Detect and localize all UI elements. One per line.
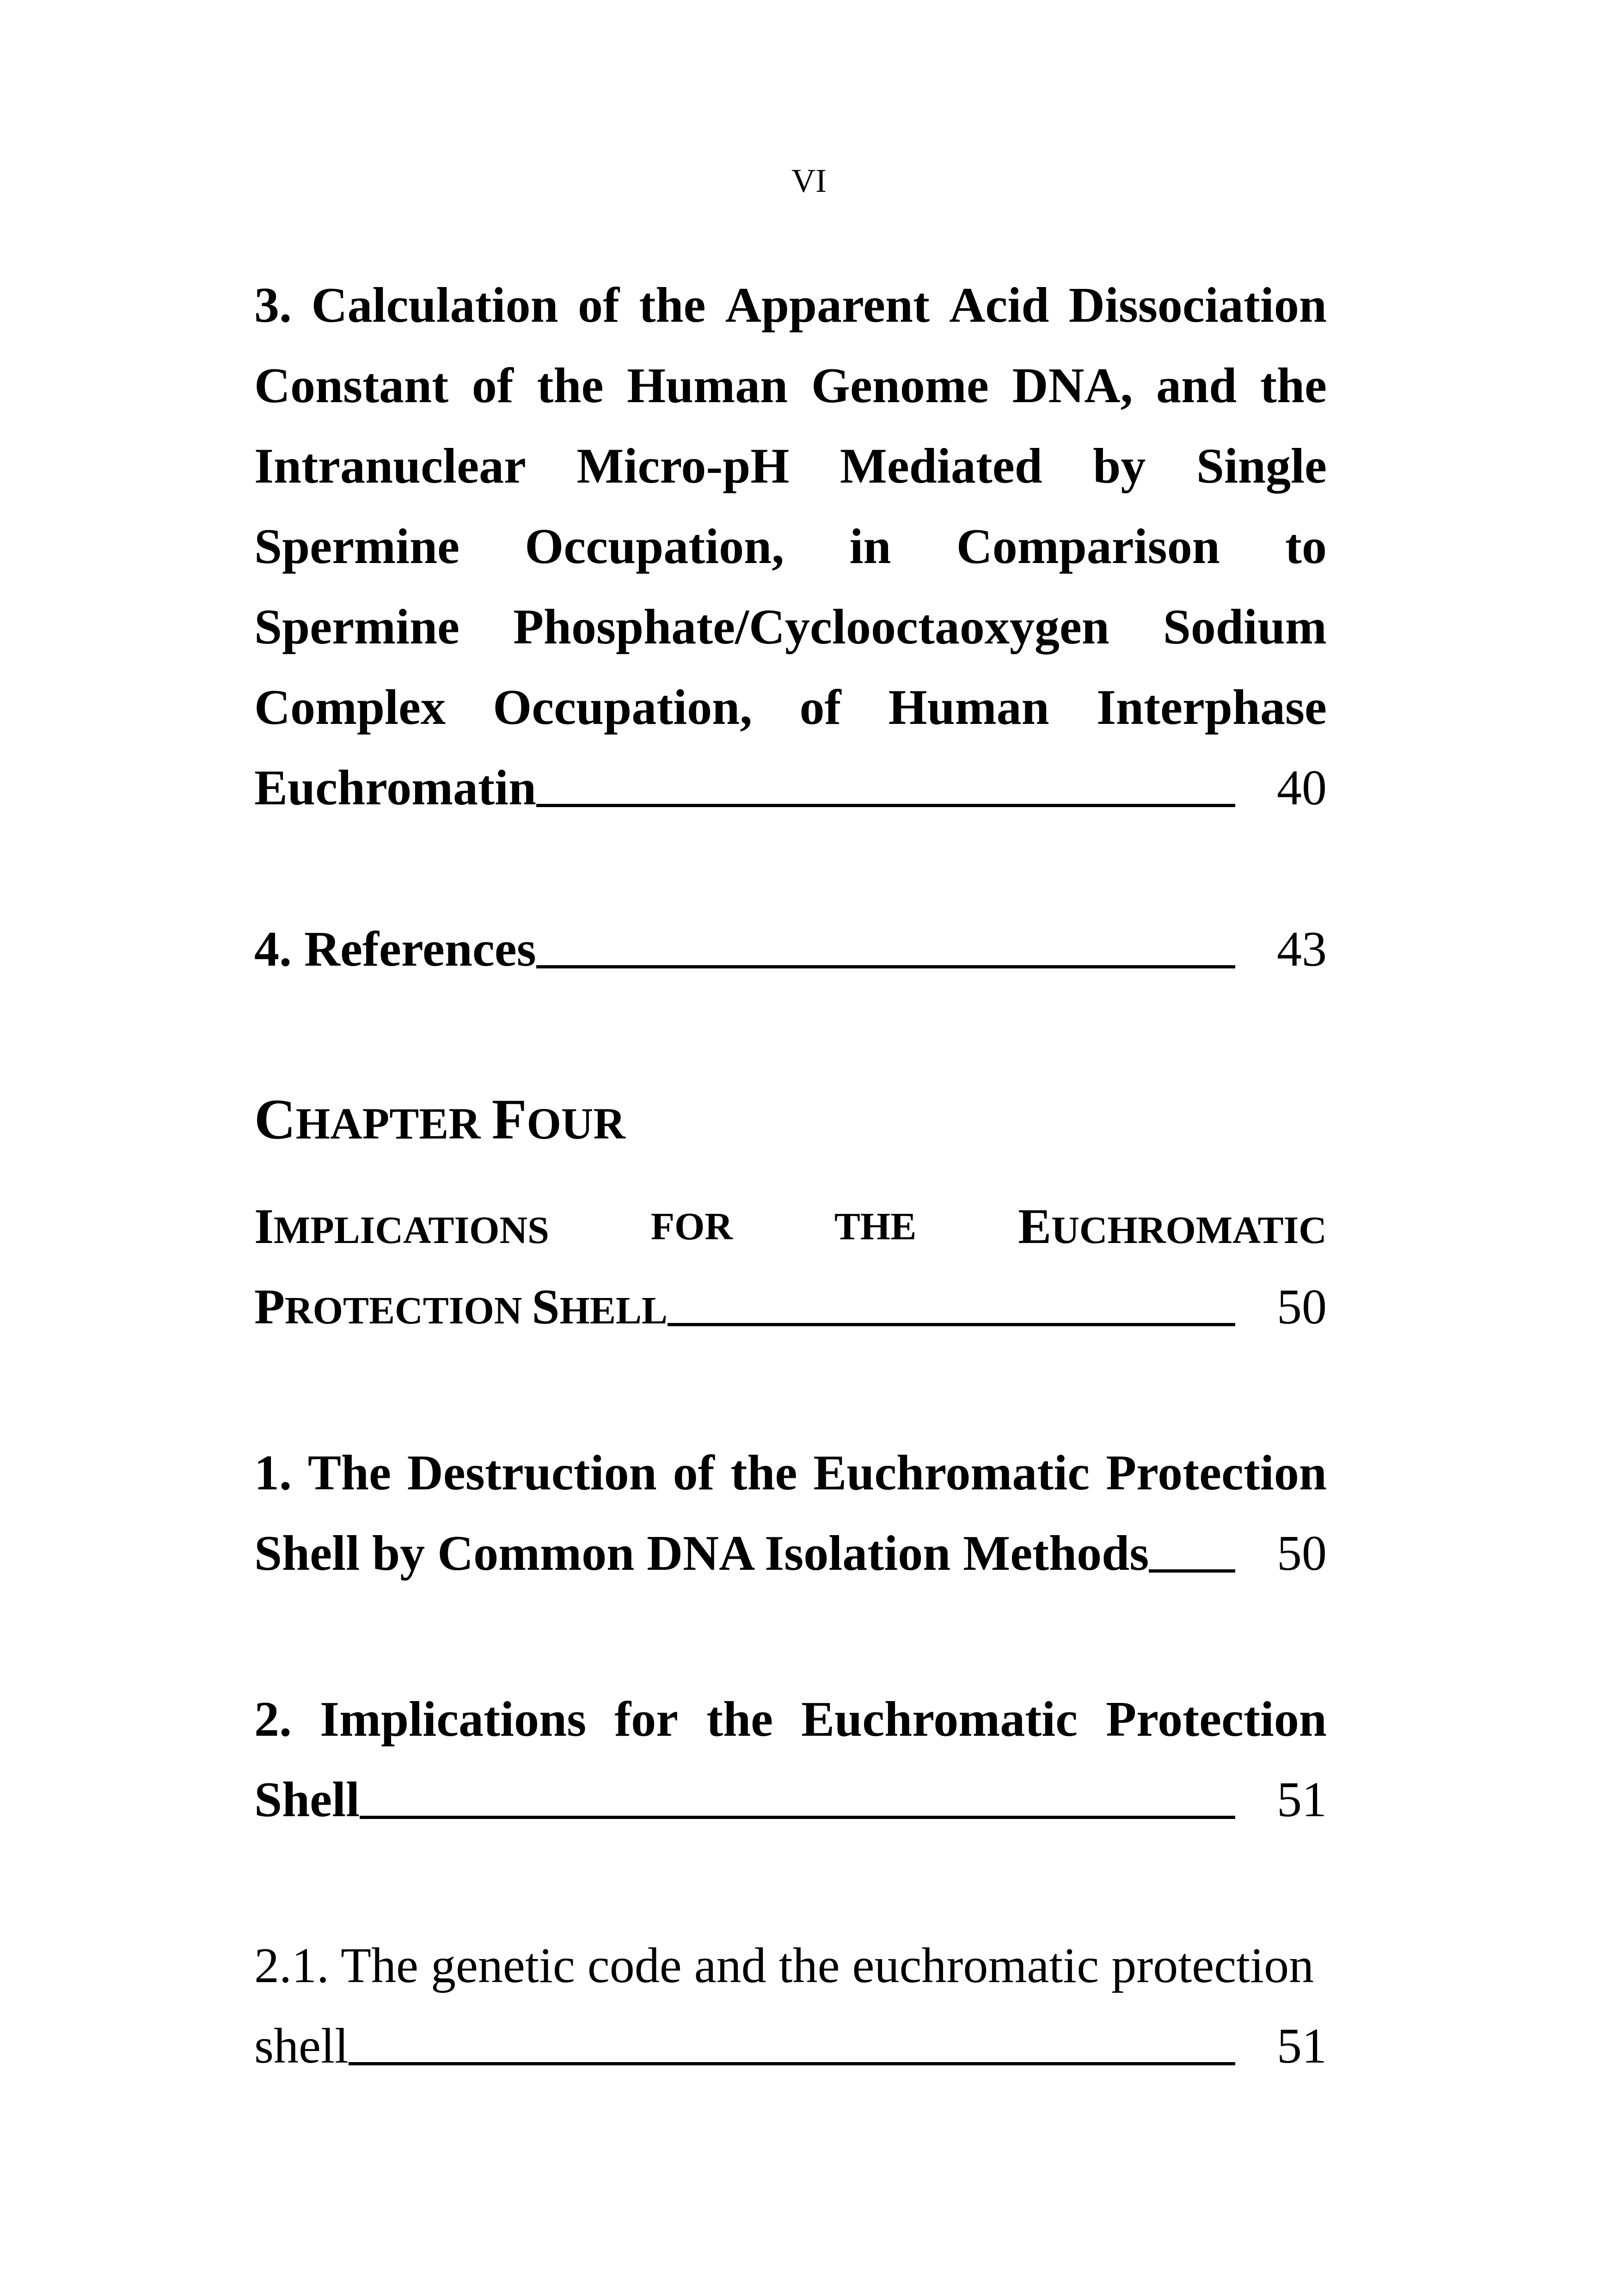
toc-entry-line — [254, 667, 1327, 748]
toc-entry-last-line — [254, 748, 1327, 828]
toc-entry-chapter-four[interactable] — [254, 1187, 1327, 1347]
word: in — [849, 519, 891, 574]
page-ref: 50 — [1277, 1526, 1327, 1581]
leader-line — [536, 804, 1235, 807]
page-ref: 51 — [1277, 2019, 1327, 2074]
word: 2. — [254, 1692, 292, 1747]
toc-entry-text: 4. References — [254, 922, 536, 977]
toc-entry-text: Shell — [254, 1772, 360, 1827]
toc-entry-item-2-1[interactable] — [254, 1926, 1327, 2087]
word: Protection — [1106, 1692, 1327, 1747]
word: to — [1285, 519, 1327, 574]
toc-entry-line — [254, 1679, 1327, 1760]
word: Intranuclear — [254, 439, 526, 494]
chapter-subtitle-line — [254, 1187, 1327, 1267]
word: Euchromatic — [813, 1445, 1090, 1500]
leader-line — [668, 1323, 1235, 1326]
toc-entry-last-line — [254, 1760, 1327, 1840]
word: Apparent — [725, 278, 930, 333]
word: DNA, — [1012, 358, 1133, 413]
word: Constant — [254, 358, 449, 413]
toc-entry-text: Euchromatin — [254, 760, 537, 815]
chapter-title-initial: C — [254, 1088, 296, 1151]
toc-entry-line — [254, 587, 1327, 667]
toc-entry-item-2[interactable] — [254, 1679, 1327, 1840]
chapter-title-text: HAPTER — [295, 1099, 492, 1148]
chapter-title-text: OUR — [527, 1099, 625, 1148]
toc-entry-last-line — [254, 1513, 1327, 1594]
word: the — [1260, 358, 1327, 413]
toc-entry-text: PROTECTION SHELL — [254, 1280, 668, 1335]
chapter-title-initial: F — [491, 1088, 527, 1151]
page-ref: 43 — [1277, 922, 1327, 977]
word: Dissociation — [1068, 278, 1327, 333]
leader-line — [536, 965, 1235, 968]
word: Spermine — [254, 519, 460, 574]
word: of — [577, 278, 619, 333]
word: Occupation, — [525, 519, 784, 574]
word: of — [673, 1445, 715, 1500]
word: the — [537, 358, 604, 413]
word: Genome — [811, 358, 989, 413]
toc-entry-text: Shell by Common DNA Isolation Methods — [254, 1526, 1149, 1581]
toc-entry-line — [254, 426, 1327, 507]
page-ref: 51 — [1277, 1772, 1327, 1827]
word: FOR — [650, 1205, 733, 1248]
word: THE — [834, 1205, 917, 1248]
toc-entry-item-1[interactable] — [254, 1433, 1327, 1594]
chapter-subtitle-last-line — [254, 1267, 1327, 1347]
toc-entry-last-line — [254, 2006, 1327, 2087]
word: Human — [888, 680, 1049, 735]
leader-line — [360, 1816, 1235, 1819]
page-ref: 50 — [1277, 1280, 1327, 1335]
leader-line — [349, 2062, 1235, 2065]
word: Interphase — [1096, 680, 1327, 735]
word: Acid — [949, 278, 1049, 333]
word: the — [639, 278, 706, 333]
word: The — [307, 1445, 391, 1500]
word: Euchromatic — [801, 1692, 1078, 1747]
word: Single — [1196, 439, 1327, 494]
word: Phosphate/Cyclooctaoxygen — [513, 600, 1109, 655]
word: Comparison — [956, 519, 1220, 574]
page-ref: 40 — [1277, 760, 1327, 815]
word: of — [472, 358, 514, 413]
toc-entry-text: shell — [254, 2019, 349, 2074]
word: IMPLICATIONS — [254, 1199, 549, 1254]
word: 3. — [254, 278, 292, 333]
leader-line — [1149, 1569, 1235, 1573]
word: Sodium — [1163, 600, 1327, 655]
toc-entry-line — [254, 346, 1327, 426]
word: Occupation, — [493, 680, 753, 735]
word: and — [1156, 358, 1237, 413]
word: Micro-pH — [576, 439, 790, 494]
word: Implications — [320, 1692, 587, 1747]
toc-entry-line — [254, 1433, 1327, 1513]
toc-entry-line — [254, 507, 1327, 587]
toc-entry-line: 2.1. The genetic code and the euchromatic protection — [254, 1938, 1314, 1993]
word: 1. — [254, 1445, 292, 1500]
toc-entry-section-3[interactable] — [254, 265, 1327, 828]
word: Protection — [1106, 1445, 1327, 1500]
toc-entry-line — [254, 909, 1327, 990]
word: of — [799, 680, 841, 735]
word: Mediated — [840, 439, 1042, 494]
word: the — [706, 1692, 773, 1747]
word: for — [614, 1692, 679, 1747]
word: by — [1093, 439, 1146, 494]
toc-entry-references[interactable] — [254, 909, 1327, 990]
page-number: VI — [791, 162, 827, 199]
word: Destruction — [407, 1445, 657, 1500]
word: Complex — [254, 680, 446, 735]
word: Spermine — [254, 600, 460, 655]
chapter-title — [254, 1088, 625, 1151]
word: Calculation — [311, 278, 558, 333]
word: EUCHROMATIC — [1018, 1199, 1327, 1254]
word: Human — [627, 358, 788, 413]
word: the — [730, 1445, 797, 1500]
toc-entry-line — [254, 265, 1327, 346]
